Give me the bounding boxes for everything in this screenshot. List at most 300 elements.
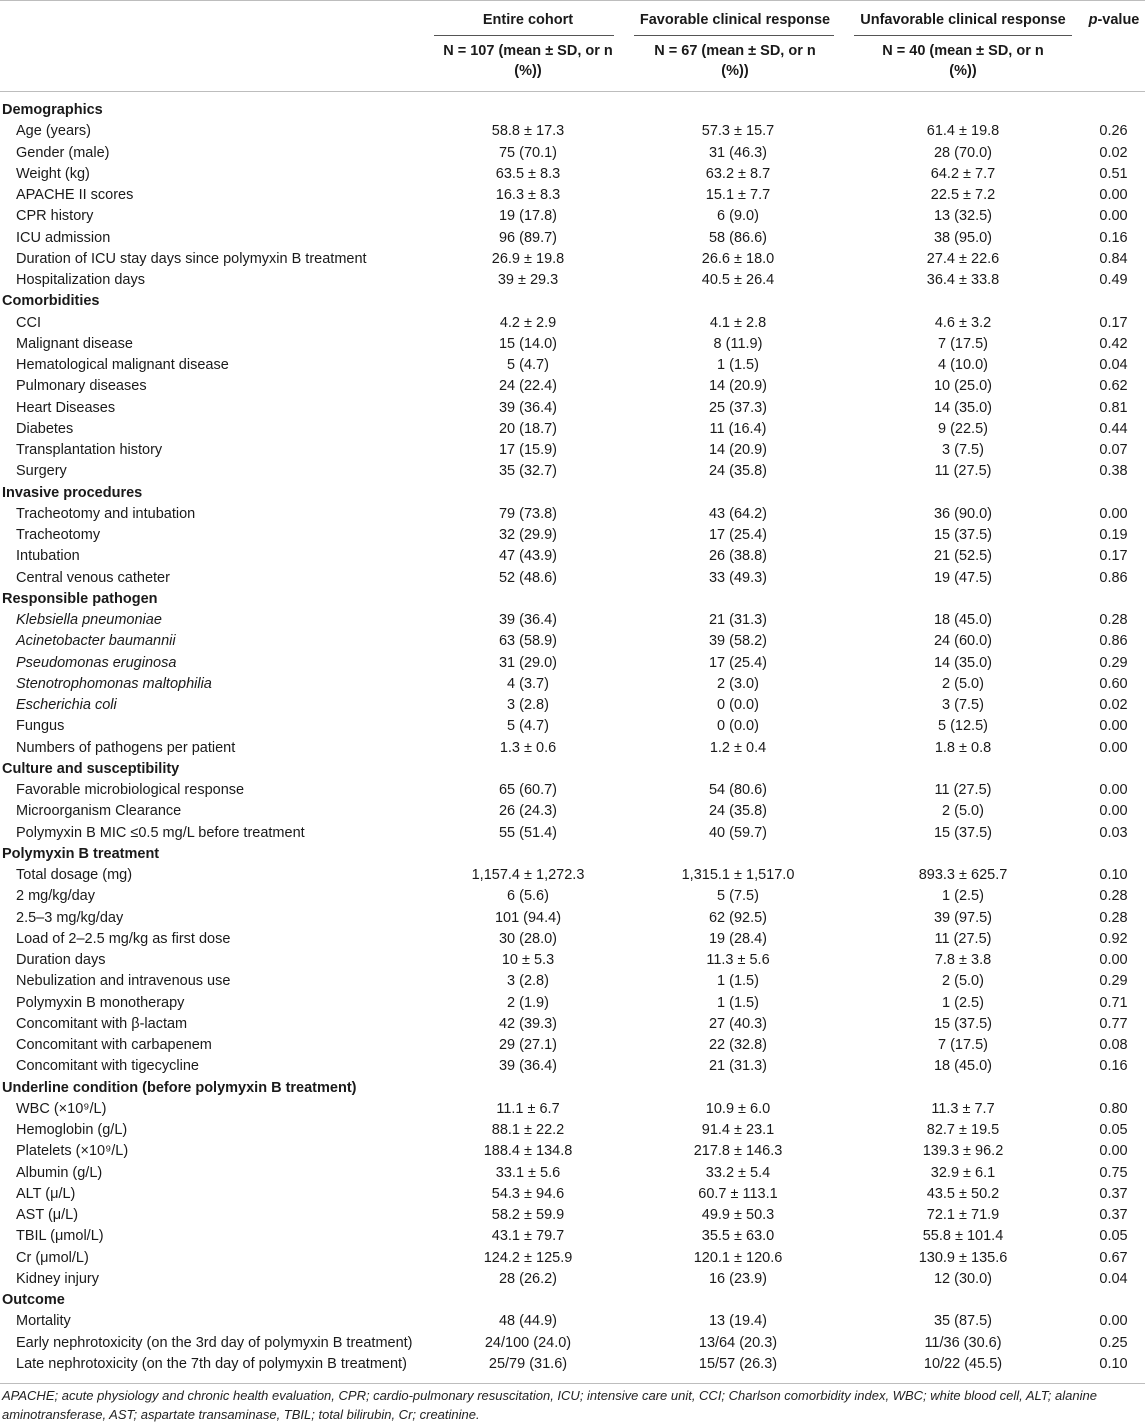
cell-favorable: 21 (31.3)	[708, 612, 768, 628]
cell-entire-cohort: 63 (58.9)	[498, 633, 558, 650]
cell-favorable: 39 (58.2)	[708, 633, 768, 650]
cell-p-value: 0.00	[1099, 718, 1128, 735]
cell-favorable: 40 (59.7)	[708, 824, 768, 841]
cell-unfavorable: 18 (45.0)	[933, 1058, 993, 1075]
section-header-row	[0, 100, 1145, 121]
cell-p-value: 0.49	[1099, 272, 1128, 288]
cell-unfavorable: 36.4 ± 33.8	[926, 272, 1000, 288]
cell-favorable: 25 (37.3)	[708, 399, 768, 416]
cell-p-value: 0.00	[1099, 952, 1128, 968]
row-label: Pulmonary diseases	[16, 378, 147, 395]
cell-entire-cohort: 96 (89.7)	[498, 229, 558, 246]
cell-entire-cohort: 3 (2.8)	[507, 973, 549, 990]
row-label: Weight (kg)	[16, 165, 90, 182]
cell-entire-cohort: 28 (26.2)	[498, 1270, 558, 1287]
cell-favorable: 31 (46.3)	[708, 144, 768, 161]
cell-unfavorable: 4 (10.0)	[938, 357, 988, 373]
col-header-unfavorable: Unfavorable clinical response	[860, 12, 1066, 28]
cell-unfavorable: 13 (32.5)	[933, 208, 993, 225]
row-label: Nebulization and intravenous use	[16, 973, 231, 990]
cell-p-value: 0.71	[1099, 994, 1128, 1011]
cell-favorable: 0 (0.0)	[717, 718, 759, 735]
cell-unfavorable: 7 (17.5)	[938, 335, 988, 352]
section-label: Demographics	[2, 102, 103, 118]
table-row	[0, 801, 1145, 822]
row-label: Kidney injury	[16, 1270, 100, 1287]
cell-unfavorable: 10/22 (45.5)	[923, 1355, 1003, 1372]
cell-entire-cohort: 55 (51.4)	[498, 824, 558, 841]
row-label: Polymyxin B monotherapy	[16, 994, 185, 1011]
cell-favorable: 17 (25.4)	[708, 527, 768, 543]
table-row	[0, 504, 1145, 525]
row-label: Central venous catheter	[16, 569, 170, 586]
row-label: Transplantation history	[16, 442, 163, 458]
cell-unfavorable: 32.9 ± 6.1	[930, 1164, 996, 1181]
cell-entire-cohort: 5 (4.7)	[507, 718, 549, 735]
table-row	[0, 419, 1145, 440]
table-row	[0, 695, 1145, 716]
row-label: Intubation	[16, 548, 80, 565]
table-top-rule	[0, 0, 1145, 1]
cell-p-value: 0.29	[1099, 973, 1128, 990]
row-label: Escherichia coli	[16, 697, 117, 713]
row-label: Heart Diseases	[16, 399, 116, 416]
row-label: 2.5–3 mg/kg/day	[16, 909, 124, 926]
col-header-favorable: Favorable clinical response	[639, 12, 831, 28]
section-header-row	[0, 844, 1145, 865]
table-row	[0, 674, 1145, 695]
cell-p-value: 0.00	[1099, 208, 1128, 225]
section-header-row	[0, 759, 1145, 780]
row-label: Age (years)	[16, 123, 91, 140]
cell-entire-cohort: 101 (94.4)	[494, 909, 562, 926]
table-row	[0, 738, 1145, 759]
table-row	[0, 1163, 1145, 1184]
col-header-underline	[634, 35, 834, 36]
cell-entire-cohort: 30 (28.0)	[498, 930, 558, 947]
cell-p-value: 0.17	[1099, 314, 1128, 331]
cell-favorable: 33.2 ± 5.4	[705, 1164, 771, 1181]
cell-favorable: 58 (86.6)	[708, 229, 768, 246]
table-row	[0, 1248, 1145, 1269]
cell-favorable: 63.2 ± 8.7	[705, 165, 771, 182]
row-label: Surgery	[16, 463, 67, 480]
cell-p-value: 0.02	[1099, 697, 1128, 713]
cell-unfavorable: 2 (5.0)	[942, 973, 984, 990]
table-row	[0, 1354, 1145, 1375]
cell-p-value: 0.67	[1099, 1249, 1128, 1266]
table-row	[0, 1226, 1145, 1247]
cell-unfavorable: 7 (17.5)	[938, 1037, 988, 1053]
table-row	[0, 865, 1145, 886]
cell-entire-cohort: 124.2 ± 125.9	[483, 1249, 573, 1266]
table-row	[0, 716, 1145, 737]
row-label: Concomitant with carbapenem	[16, 1037, 212, 1053]
row-label: Stenotrophomonas maltophilia	[16, 675, 212, 692]
cell-entire-cohort: 75 (70.1)	[498, 144, 558, 161]
row-label: Albumin (g/L)	[16, 1164, 103, 1181]
cell-entire-cohort: 47 (43.9)	[498, 548, 558, 565]
table-row	[0, 993, 1145, 1014]
cell-p-value: 0.92	[1099, 930, 1128, 947]
cell-unfavorable: 43.5 ± 50.2	[926, 1185, 1000, 1202]
cell-p-value: 0.37	[1099, 1185, 1128, 1202]
table-row	[0, 631, 1145, 652]
p-value-suffix: -value	[1097, 12, 1140, 28]
cell-entire-cohort: 48 (44.9)	[498, 1313, 558, 1330]
cell-unfavorable: 11.3 ± 7.7	[931, 1100, 995, 1117]
cell-favorable: 13 (19.4)	[708, 1313, 768, 1330]
section-label: Outcome	[2, 1292, 65, 1308]
cell-favorable: 5 (7.5)	[717, 888, 759, 905]
cell-p-value: 0.19	[1099, 527, 1128, 543]
cell-p-value: 0.44	[1099, 420, 1128, 437]
cell-entire-cohort: 32 (29.9)	[498, 527, 558, 543]
row-label: Concomitant with β-lactam	[16, 1015, 188, 1032]
col-subheader-entire-cohort: N = 107 (mean ± SD, or n (%))	[443, 43, 613, 79]
cell-unfavorable: 1.8 ± 0.8	[934, 739, 992, 756]
cell-unfavorable: 11 (27.5)	[934, 930, 992, 947]
cell-unfavorable: 14 (35.0)	[933, 654, 993, 671]
cell-favorable: 11 (16.4)	[709, 420, 767, 437]
cell-p-value: 0.62	[1099, 378, 1128, 395]
row-label: Load of 2–2.5 mg/kg as first dose	[16, 930, 231, 947]
cell-unfavorable: 4.6 ± 3.2	[934, 314, 992, 331]
cell-favorable: 2 (3.0)	[717, 675, 759, 692]
cell-unfavorable: 18 (45.0)	[933, 612, 993, 628]
cell-p-value: 0.26	[1099, 123, 1128, 140]
table-row	[0, 334, 1145, 355]
cell-entire-cohort: 3 (2.8)	[507, 697, 549, 713]
cell-unfavorable: 1 (2.5)	[942, 888, 984, 905]
table-row	[0, 461, 1145, 482]
section-label: Polymyxin B treatment	[2, 845, 160, 862]
cell-p-value: 0.10	[1099, 867, 1128, 883]
section-label: Invasive procedures	[2, 484, 143, 501]
cell-p-value: 0.38	[1099, 463, 1128, 480]
cell-entire-cohort: 42 (39.3)	[498, 1015, 558, 1032]
row-label: Total dosage (mg)	[16, 867, 133, 883]
cell-p-value: 0.04	[1099, 357, 1128, 373]
row-label: Hemoglobin (g/L)	[16, 1122, 128, 1138]
section-header-row	[0, 483, 1145, 504]
row-label: Duration days	[16, 952, 106, 968]
table-row	[0, 1120, 1145, 1141]
row-label: 2 mg/kg/day	[16, 888, 95, 905]
cell-entire-cohort: 43.1 ± 79.7	[491, 1228, 565, 1245]
cell-favorable: 43 (64.2)	[708, 505, 768, 522]
row-label: TBIL (μmol/L)	[16, 1228, 104, 1245]
cell-favorable: 24 (35.8)	[708, 803, 768, 820]
cell-favorable: 26.6 ± 18.0	[701, 250, 775, 267]
cell-p-value: 0.16	[1099, 1058, 1128, 1075]
cell-favorable: 16 (23.9)	[708, 1270, 768, 1287]
table-row	[0, 143, 1145, 164]
cell-unfavorable: 82.7 ± 19.5	[926, 1122, 1000, 1138]
cell-entire-cohort: 5 (4.7)	[507, 357, 549, 373]
cell-unfavorable: 55.8 ± 101.4	[922, 1228, 1004, 1245]
row-label: Mortality	[16, 1313, 71, 1330]
cell-entire-cohort: 24 (22.4)	[498, 378, 558, 395]
cell-favorable: 40.5 ± 26.4	[701, 272, 775, 288]
cell-entire-cohort: 15 (14.0)	[498, 335, 558, 352]
cell-p-value: 0.77	[1099, 1015, 1128, 1032]
row-label: Microorganism Clearance	[16, 803, 182, 820]
row-label: Numbers of pathogens per patient	[16, 739, 236, 756]
cell-entire-cohort: 24/100 (24.0)	[484, 1334, 572, 1351]
cell-favorable: 1 (1.5)	[717, 994, 759, 1011]
cell-favorable: 24 (35.8)	[708, 463, 768, 480]
table-row	[0, 376, 1145, 397]
col-subheader-unfavorable: N = 40 (mean ± SD, or n (%))	[882, 43, 1044, 79]
cell-p-value: 0.28	[1099, 612, 1128, 628]
table-row	[0, 610, 1145, 631]
cell-favorable: 1 (1.5)	[717, 357, 759, 373]
cell-unfavorable: 15 (37.5)	[933, 824, 993, 841]
cell-p-value: 0.16	[1099, 229, 1128, 246]
cell-p-value: 0.00	[1099, 739, 1128, 756]
table-row	[0, 270, 1145, 291]
cell-favorable: 15/57 (26.3)	[698, 1355, 778, 1372]
cell-p-value: 0.05	[1099, 1122, 1128, 1138]
cell-entire-cohort: 1,157.4 ± 1,272.3	[471, 867, 585, 883]
cell-p-value: 0.84	[1099, 250, 1128, 267]
table-row	[0, 546, 1145, 567]
cell-entire-cohort: 4 (3.7)	[507, 675, 549, 692]
cell-p-value: 0.75	[1099, 1164, 1128, 1181]
cell-unfavorable: 19 (47.5)	[933, 569, 993, 586]
cell-favorable: 1.2 ± 0.4	[709, 739, 767, 756]
cell-favorable: 14 (20.9)	[708, 378, 768, 395]
cell-unfavorable: 139.3 ± 96.2	[922, 1143, 1004, 1160]
table-row	[0, 780, 1145, 801]
cell-favorable: 15.1 ± 7.7	[705, 187, 771, 203]
cell-entire-cohort: 54.3 ± 94.6	[491, 1185, 565, 1202]
cell-p-value: 0.29	[1099, 654, 1128, 671]
row-label: Late nephrotoxicity (on the 7th day of polymyxin B treatment)	[16, 1355, 407, 1372]
cell-unfavorable: 14 (35.0)	[933, 399, 993, 416]
cell-unfavorable: 2 (5.0)	[942, 675, 984, 692]
cell-favorable: 13/64 (20.3)	[698, 1334, 778, 1351]
cell-p-value: 0.03	[1099, 824, 1128, 841]
row-label: WBC (×10⁹/L)	[16, 1100, 107, 1117]
cell-entire-cohort: 16.3 ± 8.3	[495, 187, 561, 203]
cell-favorable: 60.7 ± 113.1	[698, 1185, 778, 1202]
table-row	[0, 1099, 1145, 1120]
col-header-underline	[434, 35, 614, 36]
col-header-entire-cohort: Entire cohort	[482, 12, 574, 28]
row-label: Duration of ICU stay days since polymyxin B treatment	[16, 250, 367, 267]
cell-unfavorable: 10 (25.0)	[933, 378, 993, 395]
cell-entire-cohort: 63.5 ± 8.3	[495, 165, 561, 182]
cell-unfavorable: 64.2 ± 7.7	[930, 165, 996, 182]
row-label: Hematological malignant disease	[16, 357, 229, 373]
cell-p-value: 0.37	[1099, 1207, 1128, 1223]
table-row	[0, 440, 1145, 461]
cell-favorable: 1 (1.5)	[717, 973, 759, 990]
cell-p-value: 0.07	[1099, 442, 1128, 458]
row-label: Diabetes	[16, 420, 74, 437]
cell-entire-cohort: 35 (32.7)	[498, 463, 558, 480]
table-row	[0, 398, 1145, 419]
cell-entire-cohort: 33.1 ± 5.6	[495, 1164, 561, 1181]
cell-unfavorable: 11 (27.5)	[934, 782, 992, 798]
row-label: CCI	[16, 314, 41, 331]
cell-unfavorable: 35 (87.5)	[933, 1313, 993, 1330]
cell-entire-cohort: 4.2 ± 2.9	[499, 314, 557, 331]
cell-favorable: 35.5 ± 63.0	[701, 1228, 775, 1245]
cell-entire-cohort: 25/79 (31.6)	[488, 1355, 568, 1372]
cell-p-value: 0.00	[1099, 1313, 1128, 1330]
row-label: Tracheotomy and intubation	[16, 505, 196, 522]
table-row	[0, 929, 1145, 950]
cell-p-value: 0.08	[1099, 1037, 1128, 1053]
cell-favorable: 10.9 ± 6.0	[705, 1100, 771, 1117]
section-label: Underline condition (before polymyxin B treatment)	[2, 1079, 357, 1096]
cell-entire-cohort: 26.9 ± 19.8	[491, 250, 565, 267]
cell-favorable: 217.8 ± 146.3	[693, 1143, 783, 1160]
cell-favorable: 91.4 ± 23.1	[701, 1122, 775, 1138]
cell-unfavorable: 130.9 ± 135.6	[918, 1249, 1008, 1266]
cell-unfavorable: 9 (22.5)	[938, 420, 988, 437]
section-header-row	[0, 1290, 1145, 1311]
row-label: AST (μ/L)	[16, 1207, 79, 1223]
table-row	[0, 121, 1145, 142]
cell-unfavorable: 15 (37.5)	[933, 1015, 993, 1032]
cell-entire-cohort: 10 ± 5.3	[501, 952, 555, 968]
row-label: APACHE II scores	[16, 187, 134, 203]
cell-entire-cohort: 2 (1.9)	[507, 994, 549, 1011]
cell-p-value: 0.80	[1099, 1100, 1128, 1117]
cell-p-value: 0.42	[1099, 335, 1128, 352]
cell-entire-cohort: 88.1 ± 22.2	[491, 1122, 565, 1138]
table-row	[0, 1205, 1145, 1226]
table-row	[0, 313, 1145, 334]
cell-unfavorable: 5 (12.5)	[938, 718, 988, 735]
cell-entire-cohort: 52 (48.6)	[498, 569, 558, 586]
cell-p-value: 0.81	[1099, 399, 1128, 416]
cell-favorable: 21 (31.3)	[708, 1058, 768, 1075]
cell-favorable: 4.1 ± 2.8	[709, 314, 767, 331]
table-row	[0, 206, 1145, 227]
cell-favorable: 14 (20.9)	[708, 442, 768, 458]
cell-entire-cohort: 1.3 ± 0.6	[499, 739, 557, 756]
p-italic: p	[1088, 12, 1098, 28]
table-body	[0, 100, 1145, 1375]
row-label: Fungus	[16, 718, 65, 735]
section-label: Responsible pathogen	[2, 590, 158, 607]
row-label: Malignant disease	[16, 335, 133, 352]
cell-entire-cohort: 188.4 ± 134.8	[483, 1143, 573, 1160]
cell-unfavorable: 36 (90.0)	[933, 505, 993, 522]
cell-entire-cohort: 39 (36.4)	[498, 399, 558, 416]
cell-entire-cohort: 11.1 ± 6.7	[496, 1100, 560, 1117]
table-row	[0, 908, 1145, 929]
cell-entire-cohort: 17 (15.9)	[498, 442, 558, 458]
table-row	[0, 185, 1145, 206]
row-label: Pseudomonas eruginosa	[16, 654, 177, 671]
section-label: Culture and susceptibility	[2, 760, 180, 777]
row-label: CPR history	[16, 208, 94, 225]
cell-p-value: 0.00	[1099, 1143, 1128, 1160]
cell-unfavorable: 15 (37.5)	[933, 527, 993, 543]
table-row	[0, 568, 1145, 589]
cell-p-value: 0.17	[1099, 548, 1128, 565]
col-header-p-value	[1084, 10, 1144, 30]
cell-entire-cohort: 39 (36.4)	[498, 1058, 558, 1075]
cell-p-value: 0.28	[1099, 909, 1128, 926]
cell-favorable: 62 (92.5)	[708, 909, 768, 926]
table-row	[0, 525, 1145, 546]
cell-unfavorable: 72.1 ± 71.9	[926, 1207, 1000, 1223]
cell-favorable: 11.3 ± 5.6	[706, 952, 770, 968]
table-row	[0, 823, 1145, 844]
cell-p-value: 0.05	[1099, 1228, 1128, 1245]
cell-p-value: 0.00	[1099, 505, 1128, 522]
table-row	[0, 1311, 1145, 1332]
row-label: Klebsiella pneumoniae	[16, 612, 162, 628]
col-subheader-favorable: N = 67 (mean ± SD, or n (%))	[654, 43, 816, 79]
cell-unfavorable: 39 (97.5)	[933, 909, 993, 926]
table-row	[0, 1269, 1145, 1290]
cell-favorable: 49.9 ± 50.3	[701, 1207, 775, 1223]
cell-favorable: 22 (32.8)	[708, 1037, 768, 1053]
cell-unfavorable: 7.8 ± 3.8	[934, 952, 992, 968]
cell-favorable: 6 (9.0)	[717, 208, 759, 225]
cell-favorable: 17 (25.4)	[708, 654, 768, 671]
cell-entire-cohort: 39 ± 29.3	[497, 272, 559, 288]
table-row	[0, 1333, 1145, 1354]
cell-p-value: 0.00	[1099, 187, 1128, 203]
table-bottom-rule	[0, 1383, 1145, 1384]
table-footnote: APACHE; acute physiology and chronic health evaluation, CPR; cardio-pulmonary resuscitation, ICU; intensive care unit, CCI; Charlson comorbidity index, WBC; white blood cell, ALT; alanine aminotransferase, AST; aspartate transaminase, TBIL; total bilirubin, Cr; creatinine.	[2, 1388, 1097, 1422]
cell-p-value: 0.04	[1099, 1270, 1128, 1287]
cell-p-value: 0.28	[1099, 888, 1128, 905]
cell-favorable: 120.1 ± 120.6	[693, 1249, 783, 1266]
cell-p-value: 0.51	[1099, 165, 1128, 182]
row-label: Polymyxin B MIC ≤0.5 mg/L before treatment	[16, 824, 305, 841]
cell-entire-cohort: 31 (29.0)	[498, 654, 558, 671]
section-header-row	[0, 589, 1145, 610]
cell-favorable: 0 (0.0)	[717, 697, 759, 713]
cell-p-value: 0.10	[1099, 1355, 1128, 1372]
cell-entire-cohort: 6 (5.6)	[507, 888, 549, 905]
row-label: Early nephrotoxicity (on the 3rd day of polymyxin B treatment)	[16, 1334, 413, 1351]
table-row	[0, 1184, 1145, 1205]
section-header-row	[0, 291, 1145, 312]
row-label: Hospitalization days	[16, 272, 145, 288]
row-label: Concomitant with tigecycline	[16, 1058, 199, 1075]
table-row	[0, 886, 1145, 907]
row-label: Cr (μmol/L)	[16, 1249, 89, 1266]
cell-unfavorable: 11/36 (30.6)	[924, 1334, 1002, 1351]
table-row	[0, 249, 1145, 270]
table-row	[0, 1035, 1145, 1056]
cell-p-value: 0.00	[1099, 803, 1128, 820]
table-row	[0, 355, 1145, 376]
table-row	[0, 164, 1145, 185]
row-label: Platelets (×10⁹/L)	[16, 1143, 129, 1160]
cell-unfavorable: 38 (95.0)	[933, 229, 993, 246]
cell-favorable: 33 (49.3)	[708, 569, 768, 586]
cell-unfavorable: 24 (60.0)	[933, 633, 993, 650]
section-label: Comorbidities	[2, 293, 100, 310]
table-row	[0, 1014, 1145, 1035]
cell-unfavorable: 61.4 ± 19.8	[926, 123, 1000, 140]
col-header-underline	[854, 35, 1072, 36]
cell-favorable: 8 (11.9)	[713, 335, 763, 352]
row-label: ALT (μ/L)	[16, 1185, 76, 1202]
